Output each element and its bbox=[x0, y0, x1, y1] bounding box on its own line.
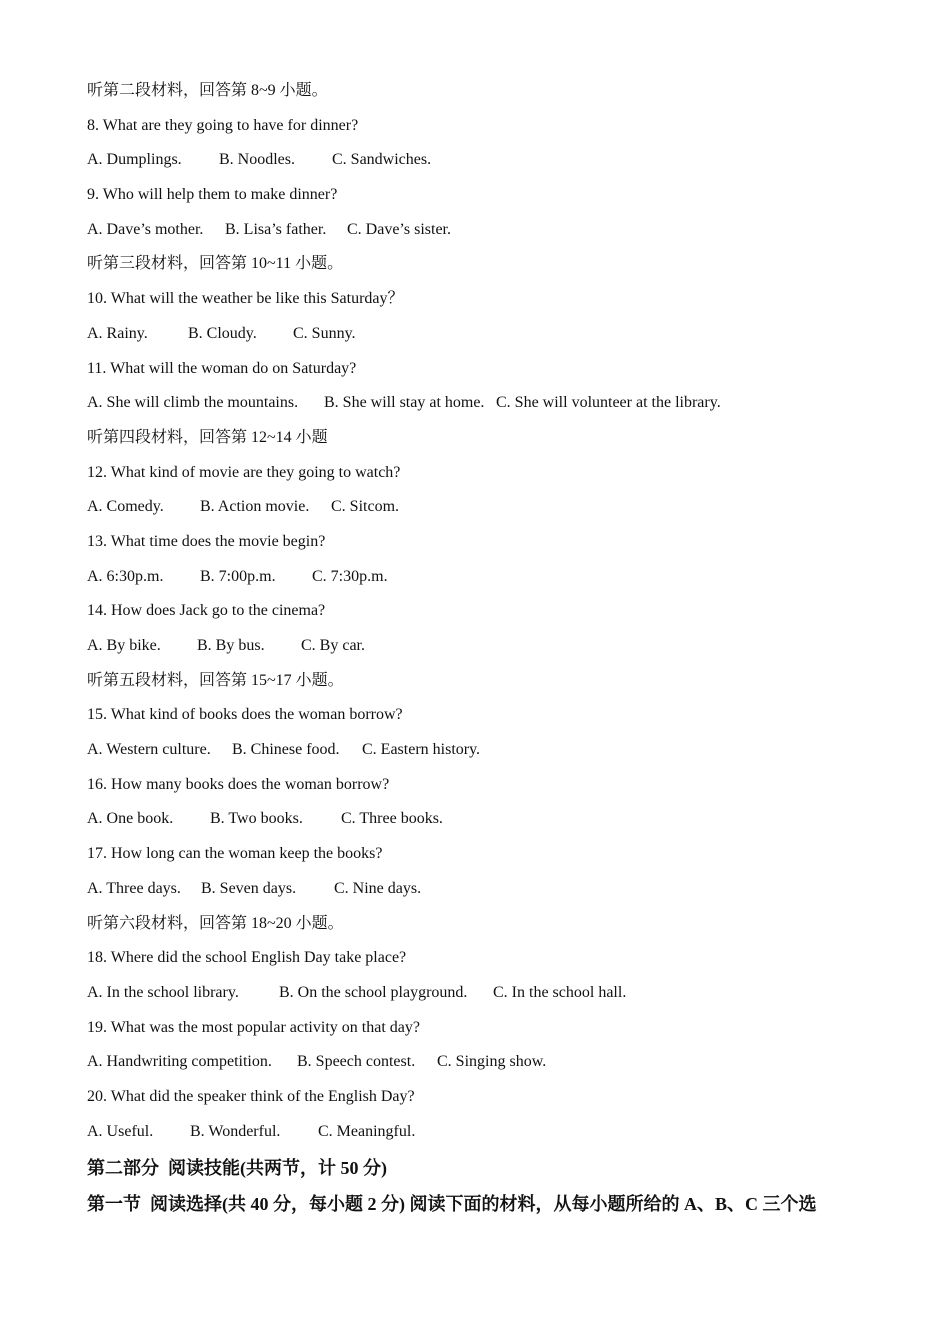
question-19: 19. What was the most popular activity on that day? bbox=[87, 1018, 420, 1036]
options-20 bbox=[87, 1119, 887, 1154]
question-13: 13. What time does the movie begin? bbox=[87, 532, 326, 550]
question-11: 11. What will the woman do on Saturday? bbox=[87, 359, 357, 377]
option-c: C. Three books. bbox=[341, 810, 443, 828]
option-b: B. She will stay at home. bbox=[324, 394, 485, 412]
option-c: C. She will volunteer at the library. bbox=[496, 394, 721, 412]
option-b: B. 7:00p.m. bbox=[200, 567, 276, 585]
option-a: A. Western culture. bbox=[87, 741, 211, 759]
option-c: C. Sunny. bbox=[293, 324, 356, 342]
options-19 bbox=[87, 1049, 887, 1084]
option-c: C. Meaningful. bbox=[318, 1122, 416, 1140]
option-b: B. Seven days. bbox=[201, 879, 297, 897]
options-11 bbox=[87, 390, 887, 425]
option-a: A. One book. bbox=[87, 810, 174, 828]
question-16: 16. How many books does the woman borrow? bbox=[87, 775, 390, 793]
option-c: C. In the school hall. bbox=[493, 983, 627, 1001]
question-14: 14. How does Jack go to the cinema? bbox=[87, 602, 326, 620]
options-8 bbox=[87, 147, 887, 182]
question-12: 12. What kind of movie are they going to watch? bbox=[87, 463, 401, 481]
option-b: B. Action movie. bbox=[200, 498, 310, 516]
options-16 bbox=[87, 806, 887, 841]
section-instruction-2: 听第二段材料，回答第 8~9 小题。 bbox=[87, 82, 328, 99]
option-c: C. Singing show. bbox=[437, 1053, 547, 1071]
option-a: A. She will climb the mountains. bbox=[87, 394, 299, 412]
option-a: A. Dumplings. bbox=[87, 151, 182, 169]
question-17: 17. How long can the woman keep the books? bbox=[87, 845, 383, 863]
question-20: 20. What did the speaker think of the English Day? bbox=[87, 1087, 415, 1105]
part-two-heading: 第二部分 阅读技能(共两节，计 50 分) bbox=[87, 1158, 387, 1179]
question-9: 9. Who will help them to make dinner? bbox=[87, 186, 338, 204]
option-a: A. Dave’s mother. bbox=[87, 220, 204, 238]
options-18 bbox=[87, 980, 887, 1015]
option-c: C. Dave’s sister. bbox=[347, 220, 451, 238]
option-b: B. Chinese food. bbox=[232, 741, 340, 759]
option-b: B. Speech contest. bbox=[297, 1053, 416, 1071]
option-a: A. Useful. bbox=[87, 1122, 154, 1140]
options-10 bbox=[87, 321, 887, 356]
option-a: A. 6:30p.m. bbox=[87, 567, 164, 585]
option-c: C. Eastern history. bbox=[362, 741, 481, 759]
question-8: 8. What are they going to have for dinner? bbox=[87, 116, 359, 134]
option-a: A. In the school library. bbox=[87, 983, 239, 1001]
section-one-heading: 第一节 阅读选择(共 40 分，每小题 2 分) 阅读下面的材料，从每小题所给的 A、B、C 三个选 bbox=[87, 1194, 817, 1215]
option-b: B. By bus. bbox=[197, 637, 265, 654]
option-b: B. Two books. bbox=[210, 810, 303, 828]
options-17 bbox=[87, 876, 887, 911]
option-a: A. Rainy. bbox=[87, 324, 148, 342]
options-12 bbox=[87, 494, 887, 529]
question-15: 15. What kind of books does the woman borrow? bbox=[87, 706, 403, 724]
options-15 bbox=[87, 737, 887, 772]
option-b: B. Wonderful. bbox=[190, 1122, 281, 1140]
section-instruction-3: 听第三段材料，回答第 10~11 小题。 bbox=[87, 255, 344, 273]
section-instruction-6: 听第六段材料，回答第 18~20 小题。 bbox=[87, 914, 344, 932]
options-14 bbox=[87, 633, 887, 668]
option-c: C. Sitcom. bbox=[331, 498, 400, 516]
document-page bbox=[87, 78, 887, 1227]
option-c: C. By car. bbox=[301, 637, 365, 654]
option-b: B. Noodles. bbox=[219, 151, 295, 169]
section-instruction-5: 听第五段材料，回答第 15~17 小题。 bbox=[87, 671, 344, 689]
option-c: C. Nine days. bbox=[334, 879, 422, 897]
option-a: A. Handwriting competition. bbox=[87, 1053, 272, 1071]
option-a: A. By bike. bbox=[87, 637, 161, 654]
option-b: B. Cloudy. bbox=[188, 324, 257, 342]
question-18: 18. Where did the school English Day take place? bbox=[87, 949, 407, 967]
option-c: C. 7:30p.m. bbox=[312, 567, 388, 585]
options-9 bbox=[87, 217, 887, 252]
option-c: C. Sandwiches. bbox=[332, 151, 432, 169]
section-instruction-4: 听第四段材料，回答第 12~14 小题 bbox=[87, 428, 328, 446]
question-10: 10. What will the weather be like this Saturday？ bbox=[87, 290, 404, 308]
option-a: A. Three days. bbox=[87, 879, 181, 897]
option-b: B. Lisa’s father. bbox=[225, 220, 327, 238]
option-a: A. Comedy. bbox=[87, 498, 164, 516]
option-b: B. On the school playground. bbox=[279, 983, 468, 1001]
options-13 bbox=[87, 564, 887, 599]
